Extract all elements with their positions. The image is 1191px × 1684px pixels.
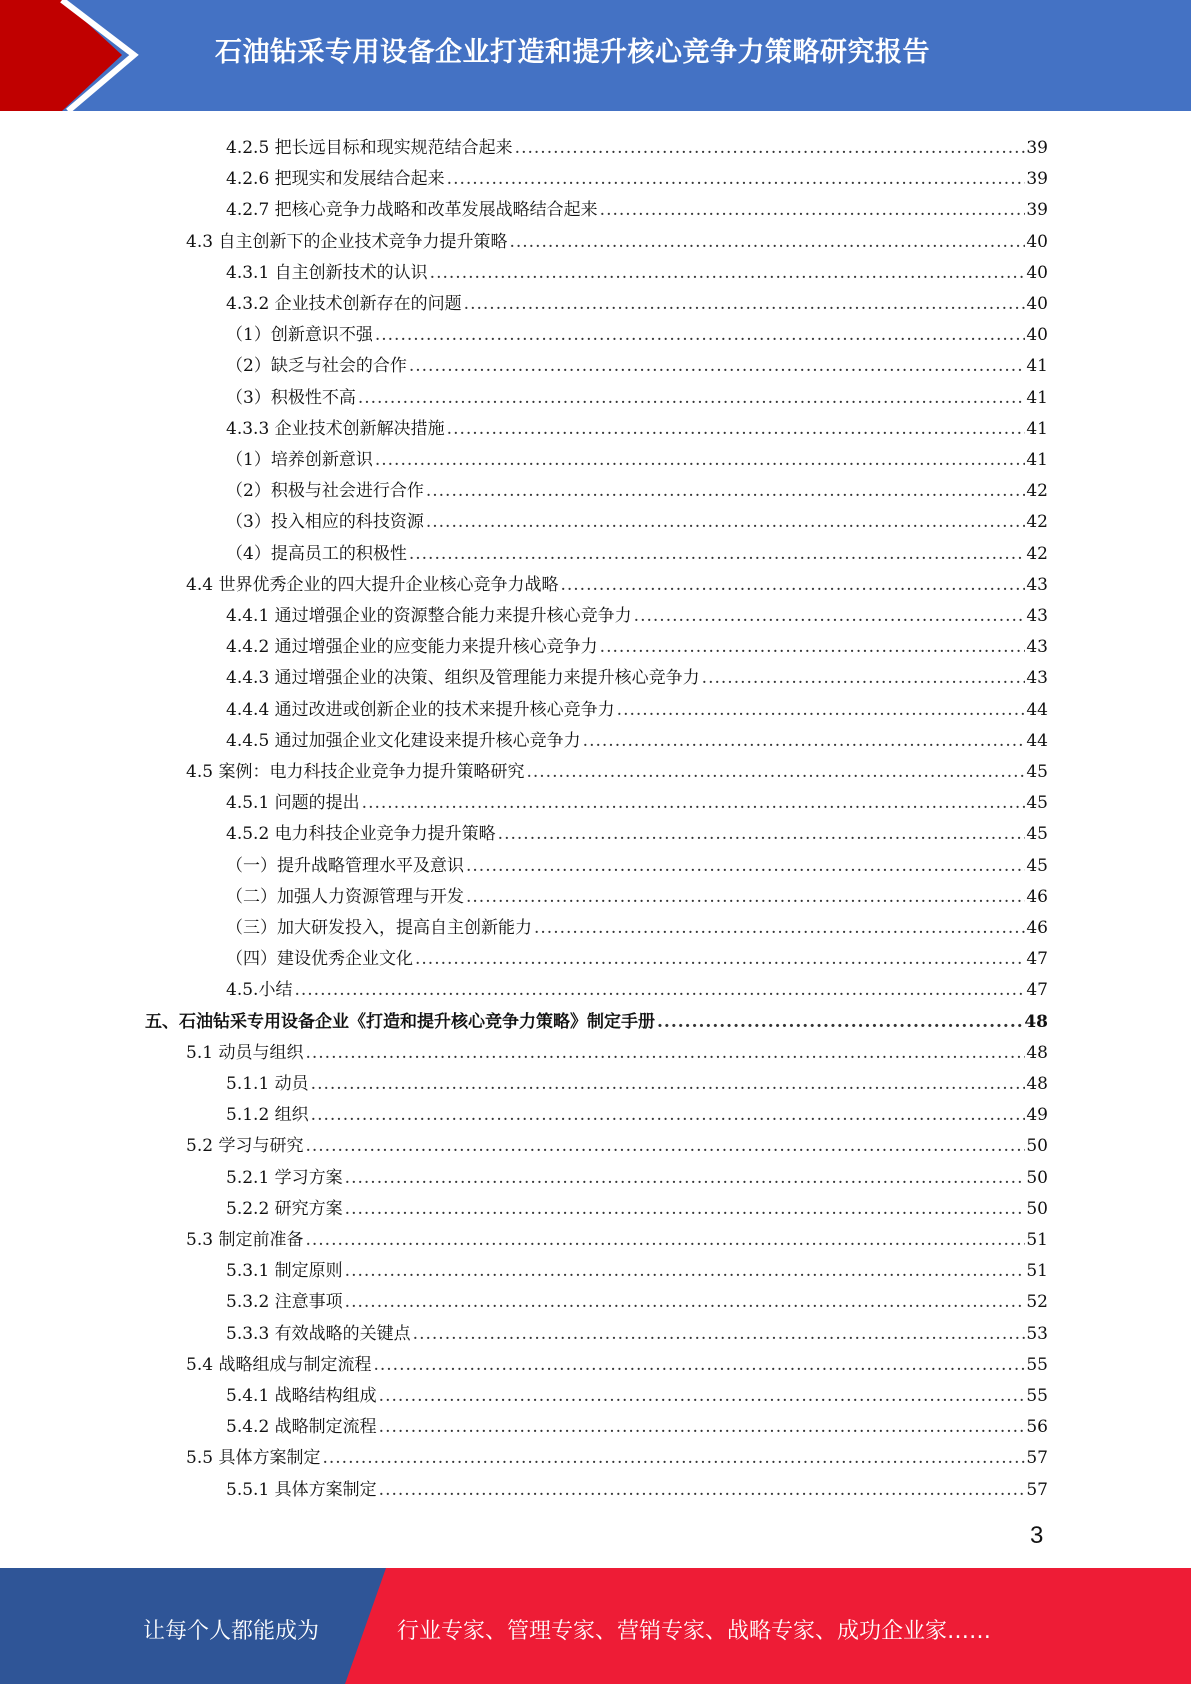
footer-slogan-left: 让每个人都能成为 — [143, 1619, 320, 1644]
toc-leader-dots — [515, 138, 1026, 158]
toc-entry-page: 39 — [1026, 169, 1048, 190]
toc-entry-page: 48 — [1026, 1074, 1048, 1094]
toc-leader-dots — [466, 887, 1025, 907]
toc-entry-label: 5.3.3 有效战略的关键点 — [226, 1323, 411, 1344]
toc-entry-page: 51 — [1026, 1261, 1048, 1282]
toc-entry-label: 4.5.小结 — [226, 980, 293, 1001]
toc-entry-label: 5.1.1 动员 — [226, 1074, 309, 1094]
toc-entry-label: 5.4 战略组成与制定流程 — [186, 1354, 372, 1375]
toc-entry[interactable] — [226, 788, 1048, 814]
toc-entry-label: 4.3.2 企业技术创新存在的问题 — [226, 294, 462, 314]
chevron-decoration-icon — [0, 0, 160, 111]
toc-entry-page: 47 — [1026, 980, 1048, 1001]
toc-entry[interactable] — [226, 851, 1048, 877]
toc-entry-label: 4.4.4 通过改进或创新企业的技术来提升核心竞争力 — [226, 699, 615, 720]
toc-leader-dots — [600, 637, 1026, 657]
toc-entry[interactable] — [226, 414, 1048, 440]
toc-leader-dots — [560, 575, 1025, 595]
toc-leader-dots — [345, 1199, 1026, 1219]
toc-entry-label: 5.5.1 具体方案制定 — [226, 1479, 377, 1500]
toc-entry-page: 41 — [1026, 356, 1048, 377]
toc-leader-dots — [430, 263, 1026, 283]
toc-entry[interactable] — [226, 476, 1048, 502]
toc-leader-dots — [634, 606, 1026, 626]
toc-entry-page: 40 — [1026, 262, 1048, 283]
toc-entry[interactable] — [226, 1475, 1048, 1501]
toc-entry-label: 4.5 案例：电力科技企业竞争力提升策略研究 — [186, 762, 525, 782]
toc-entry[interactable] — [226, 507, 1048, 533]
toc-leader-dots — [373, 1355, 1025, 1375]
toc-entry[interactable] — [226, 819, 1048, 845]
toc-entry[interactable] — [186, 1038, 1048, 1064]
toc-entry-label: 4.5.1 问题的提出 — [226, 793, 360, 814]
toc-entry-label: 4.2.7 把核心竞争力战略和改革发展战略结合起来 — [226, 200, 598, 221]
toc-entry[interactable] — [226, 1319, 1048, 1345]
toc-entry-label: 5.1 动员与组织 — [186, 1042, 304, 1063]
toc-leader-dots — [311, 1074, 1026, 1094]
toc-entry[interactable] — [226, 445, 1048, 471]
toc-entry-label: 4.3.3 企业技术创新解决措施 — [226, 418, 445, 439]
toc-entry[interactable] — [226, 1287, 1048, 1313]
toc-entry-label: 4.5.2 电力科技企业竞争力提升策略 — [226, 824, 496, 845]
toc-entry-page: 46 — [1026, 886, 1048, 907]
toc-entry-label: （3）投入相应的科技资源 — [226, 512, 424, 533]
toc-entry-page: 56 — [1026, 1417, 1048, 1438]
toc-entry-page: 47 — [1026, 949, 1048, 970]
toc-entry-label: 5.3.1 制定原则 — [226, 1261, 343, 1282]
toc-leader-dots — [409, 356, 1026, 376]
toc-entry-page: 43 — [1026, 606, 1048, 626]
toc-entry-page: 45 — [1026, 855, 1048, 876]
toc-entry-label: （二）加强人力资源管理与开发 — [226, 886, 464, 907]
toc-leader-dots — [379, 1417, 1026, 1437]
toc-entry[interactable] — [226, 632, 1048, 658]
toc-leader-dots — [657, 1012, 1023, 1032]
toc-leader-dots — [311, 1105, 1026, 1125]
toc-entry-page: 48 — [1024, 1011, 1048, 1032]
toc-entry[interactable] — [186, 1443, 1048, 1469]
toc-entry[interactable] — [226, 1256, 1048, 1282]
toc-entry-page: 45 — [1026, 762, 1048, 782]
toc-entry-page: 57 — [1026, 1448, 1048, 1469]
toc-entry-page: 40 — [1026, 325, 1048, 346]
toc-entry[interactable] — [226, 195, 1048, 221]
toc-leader-dots — [322, 1448, 1025, 1468]
toc-entry-page: 48 — [1026, 1042, 1048, 1063]
toc-entry-label: 4.4.3 通过增强企业的决策、组织及管理能力来提升核心竞争力 — [226, 668, 700, 689]
toc-leader-dots — [305, 1230, 1025, 1250]
toc-entry[interactable] — [226, 1381, 1048, 1407]
toc-leader-dots — [379, 1480, 1026, 1500]
toc-entry[interactable] — [186, 570, 1048, 596]
toc-entry-label: （1）培养创新意识 — [226, 450, 373, 470]
toc-entry[interactable] — [226, 1412, 1048, 1438]
toc-entry[interactable] — [186, 1225, 1048, 1251]
toc-entry-page: 57 — [1026, 1479, 1048, 1500]
toc-leader-dots — [379, 1386, 1026, 1406]
toc-entry-label: 4.4.2 通过增强企业的应变能力来提升核心竞争力 — [226, 637, 598, 658]
toc-entry-label: 5.3 制定前准备 — [186, 1230, 304, 1250]
toc-entry-page: 45 — [1026, 824, 1048, 845]
toc-leader-dots — [375, 450, 1026, 470]
toc-leader-dots — [426, 481, 1026, 501]
toc-entry-label: （1）创新意识不强 — [226, 325, 373, 346]
toc-entry[interactable] — [226, 975, 1048, 1001]
toc-entry-label: 5.3.2 注意事项 — [226, 1292, 343, 1313]
toc-entry-label: 4.4 世界优秀企业的四大提升企业核心竞争力战略 — [186, 574, 559, 595]
toc-entry-label: （3）积极性不高 — [226, 387, 356, 408]
toc-leader-dots — [498, 824, 1026, 844]
toc-entry[interactable] — [226, 601, 1048, 627]
page-header — [0, 0, 1191, 111]
toc-leader-dots — [600, 200, 1026, 220]
page-footer — [0, 1568, 1191, 1684]
toc-entry-page: 45 — [1026, 793, 1048, 814]
toc-leader-dots — [345, 1261, 1026, 1281]
toc-entry[interactable] — [226, 1194, 1048, 1220]
toc-leader-dots — [447, 169, 1026, 189]
toc-entry-page: 41 — [1026, 418, 1048, 439]
toc-entry-page: 55 — [1026, 1386, 1048, 1406]
toc-entry-page: 53 — [1026, 1323, 1048, 1344]
toc-entry[interactable] — [226, 351, 1048, 377]
toc-entry-label: （4）提高员工的积极性 — [226, 543, 407, 564]
toc-entry[interactable] — [226, 913, 1048, 939]
toc-entry-label: 4.4.1 通过增强企业的资源整合能力来提升核心竞争力 — [226, 606, 632, 626]
toc-leader-dots — [362, 793, 1026, 813]
toc-leader-dots — [617, 700, 1026, 720]
toc-entry-label: 4.2.5 把长远目标和现实规范结合起来 — [226, 138, 513, 158]
toc-entry[interactable] — [226, 133, 1048, 159]
toc-entry[interactable] — [186, 757, 1048, 783]
toc-entry-label: 4.3.1 自主创新技术的认识 — [226, 262, 428, 283]
toc-leader-dots — [526, 762, 1025, 782]
toc-leader-dots — [534, 918, 1025, 938]
toc-entry[interactable] — [186, 1350, 1048, 1376]
footer-slogan-right: 行业专家、管理专家、营销专家、战略专家、成功企业家…… — [397, 1619, 992, 1644]
toc-leader-dots — [702, 668, 1026, 688]
toc-entry-label: 5.1.2 组织 — [226, 1105, 309, 1126]
toc-leader-dots — [345, 1168, 1026, 1188]
toc-entry-page: 52 — [1026, 1292, 1048, 1313]
toc-entry-page: 43 — [1026, 574, 1048, 595]
toc-entry-page: 46 — [1026, 918, 1048, 938]
toc-entry-label: （三）加大研发投入，提高自主创新能力 — [226, 918, 532, 938]
toc-entry-label: （2）积极与社会进行合作 — [226, 481, 424, 502]
toc-leader-dots — [415, 949, 1025, 969]
toc-entry-label: 4.4.5 通过加强企业文化建设来提升核心竞争力 — [226, 730, 581, 751]
toc-entry-page: 50 — [1026, 1136, 1048, 1157]
toc-entry-label: 五、石油钻采专用设备企业《打造和提升核心竞争力策略》制定手册 — [145, 1011, 655, 1032]
toc-entry-label: 5.5 具体方案制定 — [186, 1448, 321, 1469]
toc-entry-label: 5.2.2 研究方案 — [226, 1198, 343, 1219]
toc-entry-label: 4.2.6 把现实和发展结合起来 — [226, 169, 445, 190]
toc-entry-label: 4.3 自主创新下的企业技术竞争力提升策略 — [186, 231, 508, 252]
toc-entry-page: 55 — [1026, 1354, 1048, 1375]
toc-entry-page: 43 — [1026, 637, 1048, 658]
toc-entry-page: 44 — [1026, 699, 1048, 720]
toc-entry[interactable] — [226, 882, 1048, 908]
toc-entry[interactable] — [226, 539, 1048, 565]
toc-entry[interactable] — [226, 383, 1048, 409]
toc-entry[interactable] — [226, 1100, 1048, 1126]
toc-leader-dots — [345, 1292, 1026, 1312]
toc-entry[interactable] — [226, 663, 1048, 689]
toc-entry-page: 39 — [1026, 200, 1048, 221]
toc-entry-page: 39 — [1026, 138, 1048, 158]
toc-entry[interactable] — [226, 1163, 1048, 1189]
toc-entry[interactable] — [226, 258, 1048, 284]
toc-entry-label: 5.2 学习与研究 — [186, 1136, 304, 1157]
toc-entry[interactable] — [226, 1069, 1048, 1095]
toc-entry-label: 5.2.1 学习方案 — [226, 1167, 343, 1188]
toc-leader-dots — [409, 544, 1026, 564]
page-number: 3 — [1030, 1522, 1044, 1549]
toc-entry-page: 41 — [1026, 450, 1048, 470]
toc-leader-dots — [426, 512, 1026, 532]
toc-leader-dots — [358, 388, 1026, 408]
toc-entry-label: （一）提升战略管理水平及意识 — [226, 855, 464, 876]
toc-entry-page: 49 — [1026, 1105, 1048, 1126]
toc-entry-page: 40 — [1026, 294, 1048, 314]
toc-leader-dots — [413, 1324, 1026, 1344]
toc-leader-dots — [583, 731, 1026, 751]
toc-entry-label: 5.4.1 战略结构组成 — [226, 1386, 377, 1406]
toc-leader-dots — [447, 419, 1026, 439]
toc-entry[interactable] — [226, 695, 1048, 721]
toc-leader-dots — [509, 232, 1025, 252]
toc-leader-dots — [464, 294, 1026, 314]
toc-leader-dots — [466, 856, 1025, 876]
toc-entry-page: 50 — [1026, 1167, 1048, 1188]
toc-leader-dots — [305, 1136, 1025, 1156]
toc-entry-page: 44 — [1026, 730, 1048, 751]
toc-entry[interactable] — [145, 1007, 1048, 1033]
toc-entry[interactable] — [226, 320, 1048, 346]
toc-leader-dots — [375, 325, 1026, 345]
toc-entry[interactable] — [226, 726, 1048, 752]
toc-entry[interactable] — [226, 164, 1048, 190]
toc-leader-dots — [294, 980, 1025, 1000]
toc-entry-page: 50 — [1026, 1198, 1048, 1219]
toc-entry[interactable] — [226, 289, 1048, 315]
toc-entry[interactable] — [186, 1131, 1048, 1157]
toc-entry-label: 5.4.2 战略制定流程 — [226, 1417, 377, 1438]
toc-entry-page: 51 — [1026, 1230, 1048, 1250]
toc-entry-page: 42 — [1026, 543, 1048, 564]
report-title: 石油钻采专用设备企业打造和提升核心竞争力策略研究报告 — [215, 37, 930, 68]
toc-entry-label: （四）建设优秀企业文化 — [226, 949, 413, 970]
toc-entry-label: （2）缺乏与社会的合作 — [226, 356, 407, 377]
toc-entry-page: 43 — [1026, 668, 1048, 689]
toc-leader-dots — [305, 1043, 1025, 1063]
toc-entry[interactable] — [186, 227, 1048, 253]
toc-entry[interactable] — [226, 944, 1048, 970]
toc-entry-page: 42 — [1026, 512, 1048, 533]
toc-entry-page: 42 — [1026, 481, 1048, 502]
toc-entry-page: 41 — [1026, 387, 1048, 408]
toc-entry-page: 40 — [1026, 231, 1048, 252]
